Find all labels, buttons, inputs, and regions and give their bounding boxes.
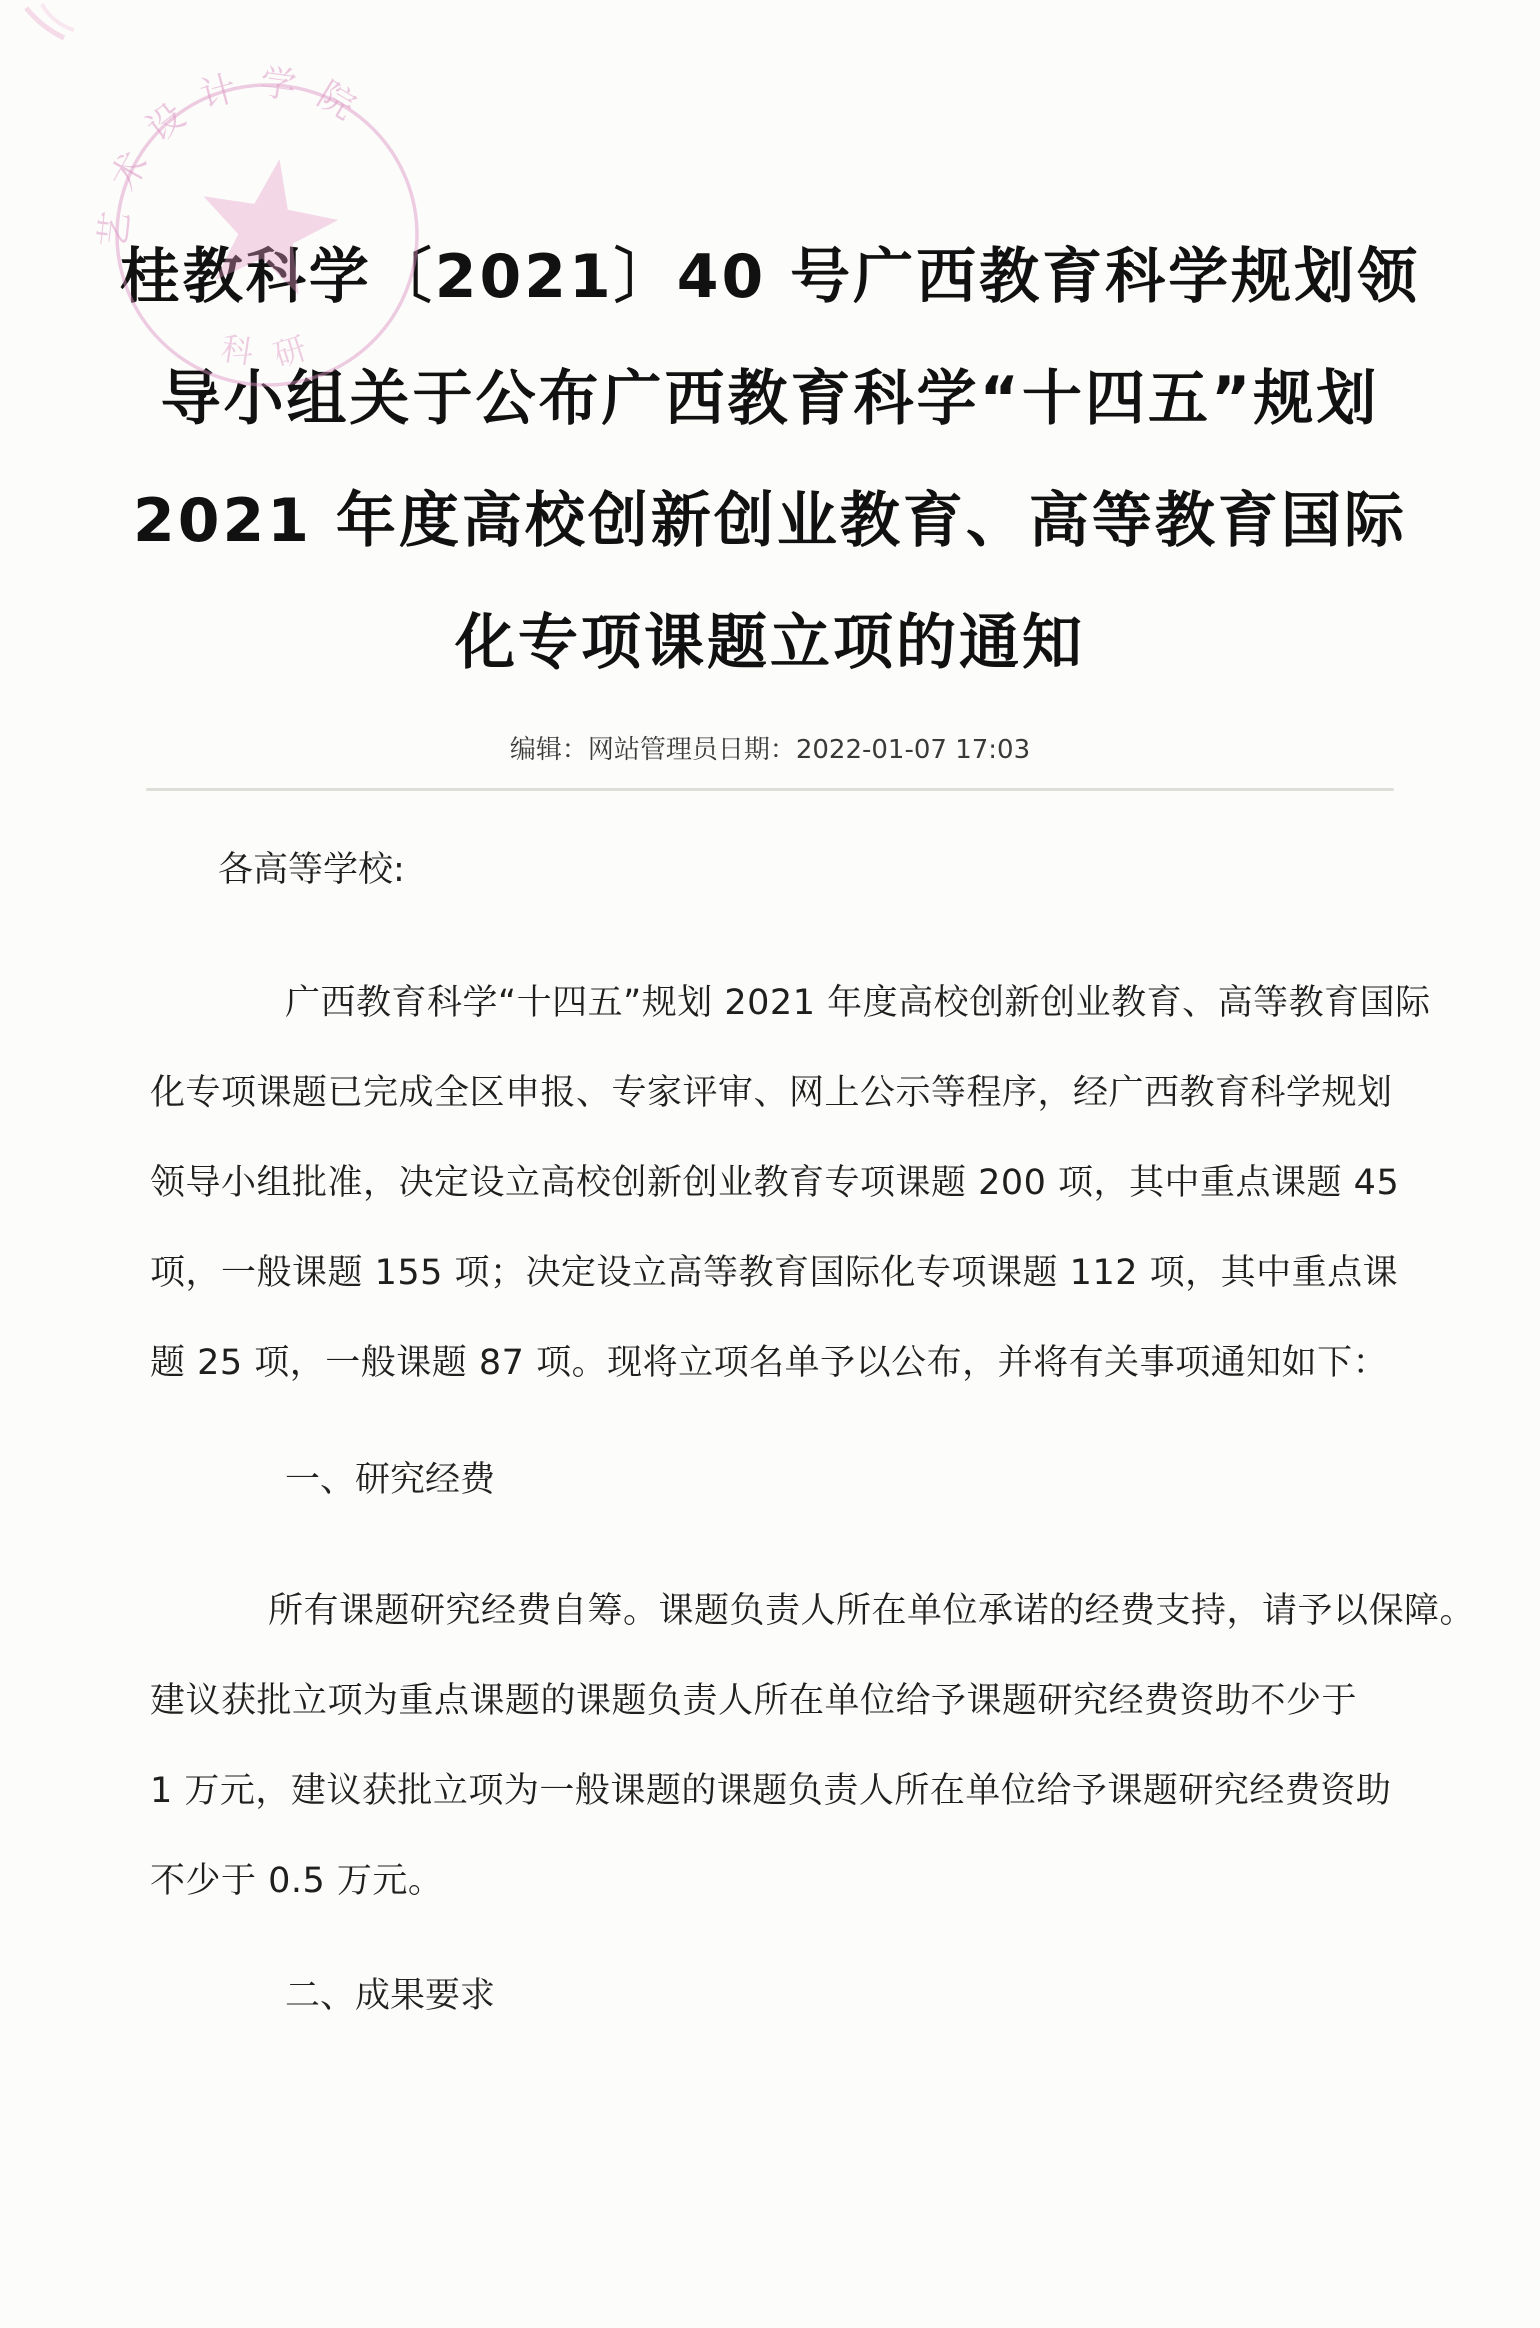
document-title (0, 216, 1540, 704)
stamp-fragment (8, 0, 128, 90)
paragraph-line: 化专项课题已完成全区申报、专家评审、网上公示等程序，经广西教育科学规划 (150, 1073, 1393, 1113)
paragraph-line: 不少于 0.5 万元。 (150, 1861, 444, 1901)
paragraph-line: 1 万元，建议获批立项为一般课题的课题负责人所在单位给予课题研究经费资助 (150, 1771, 1392, 1811)
paragraph-line: 项，一般课题 155 项；决定设立高等教育国际化专项课题 112 项，其中重点课 (150, 1253, 1399, 1293)
paragraph-1 (150, 958, 1431, 1408)
divider-line (146, 788, 1394, 791)
section-heading-2: 二、成果要求 (285, 1976, 496, 2016)
title-line-3: 2021 年度高校创新创业教育、高等教育国际 (133, 486, 1407, 556)
paragraph-line: 建议获批立项为重点课题的课题负责人所在单位给予课题研究经费资助不少于 (150, 1681, 1358, 1721)
paragraph-line: 领导小组批准，决定设立高校创新创业教育专项课题 200 项，其中重点课题 45 (150, 1163, 1400, 1203)
paragraph-line: 广西教育科学“十四五”规划 2021 年度高校创新创业教育、高等教育国际 (285, 983, 1431, 1023)
paragraph-line: 所有课题研究经费自筹。课题负责人所在单位承诺的经费支持，请予以保障。 (268, 1591, 1476, 1631)
stamp-arc-bottom-text: 科研 (218, 321, 336, 376)
section-heading-1: 一、研究经费 (285, 1460, 496, 1500)
title-line-2: 导小组关于公布广西教育科学“十四五”规划 (160, 364, 1380, 434)
paragraph-2 (150, 1566, 1476, 1926)
meta-editor-date: 编辑：网站管理员日期：2022-01-07 17:03 (509, 735, 1031, 765)
title-line-4: 化专项课题立项的通知 (455, 608, 1085, 678)
document-body (0, 847, 1540, 2020)
salutation: 各高等学校: (218, 850, 405, 890)
paragraph-line: 题 25 项，一般课题 87 项。现将立项名单予以公布，并将有关事项通知如下： (150, 1343, 1389, 1383)
stamp-arc-top-text: 艺术设计学院 (92, 62, 380, 250)
title-line-1: 桂教科学〔2021〕40 号广西教育科学规划领 (119, 242, 1421, 312)
